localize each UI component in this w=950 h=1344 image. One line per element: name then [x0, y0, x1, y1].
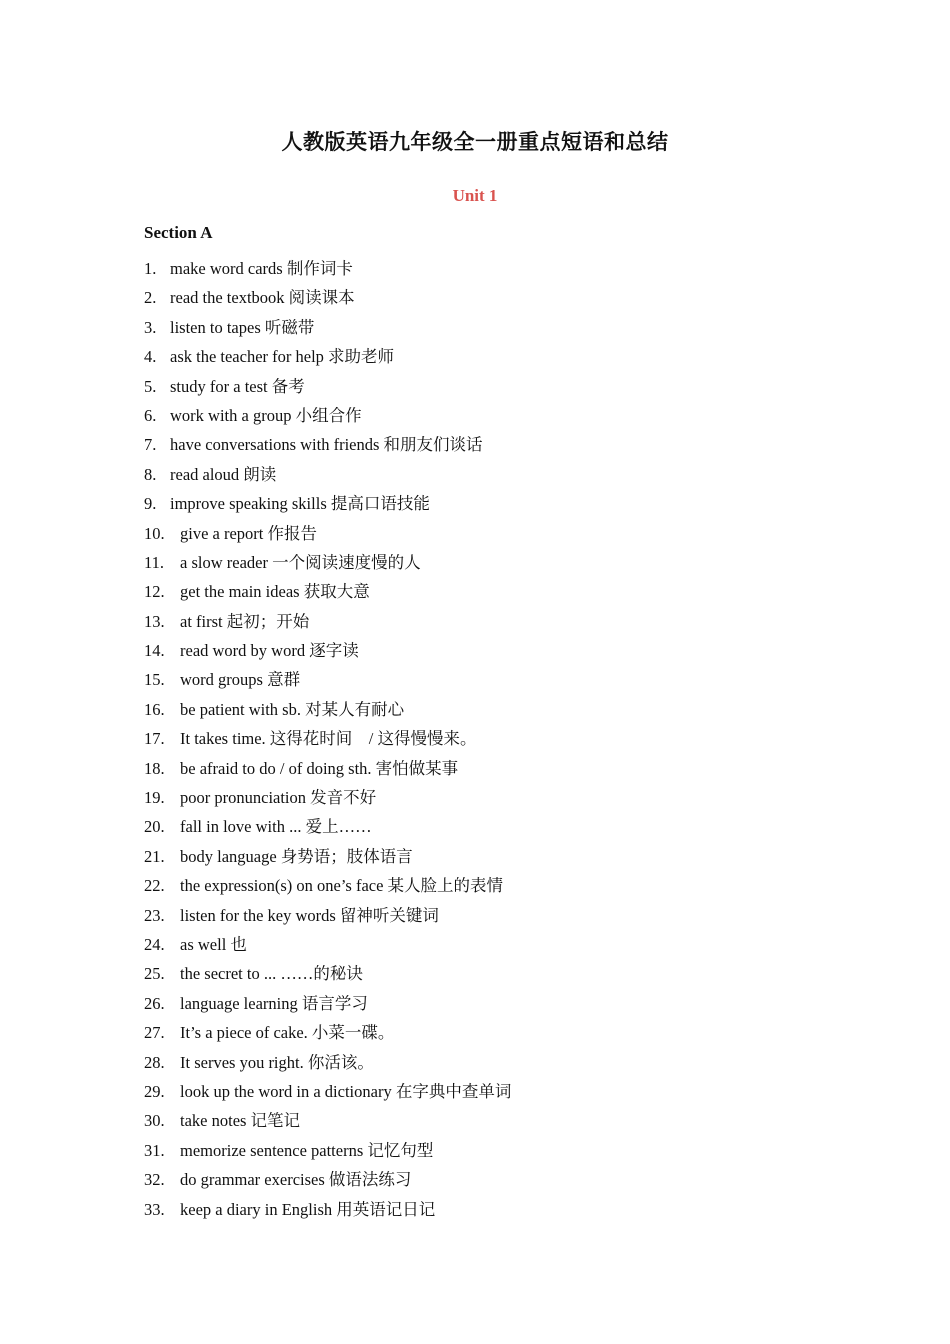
list-item-number: 14. — [144, 641, 165, 661]
list-item — [144, 640, 511, 669]
list-item-number: 5. — [144, 376, 157, 396]
list-item — [144, 1169, 511, 1198]
list-item-number: 11. — [144, 552, 165, 572]
list-item-number: 6. — [144, 405, 157, 425]
list-item-text: keep a diary in English 用英语记日记 — [180, 1199, 436, 1219]
phrase-list — [144, 258, 511, 1228]
list-item-number: 20. — [144, 817, 165, 837]
list-item-text: body language 身势语；肢体语言 — [180, 846, 413, 866]
list-item-number: 10. — [144, 523, 165, 543]
list-item — [144, 523, 511, 552]
list-item — [144, 434, 511, 463]
list-item — [144, 493, 511, 522]
list-item-number: 28. — [144, 1052, 165, 1072]
list-item-number: 19. — [144, 788, 165, 808]
list-item — [144, 669, 511, 698]
list-item — [144, 258, 511, 287]
list-item — [144, 905, 511, 934]
list-item-number: 23. — [144, 905, 165, 925]
list-item-text: memorize sentence patterns 记忆句型 — [180, 1140, 434, 1160]
list-item-text: look up the word in a dictionary 在字典中查单词 — [180, 1081, 512, 1101]
list-item-text: get the main ideas 获取大意 — [180, 582, 370, 602]
list-item-number: 16. — [144, 699, 165, 719]
list-item-text: a slow reader 一个阅读速度慢的人 — [180, 552, 421, 572]
list-item — [144, 787, 511, 816]
list-item — [144, 1110, 511, 1139]
list-item-text: It serves you right. 你活该。 — [180, 1052, 374, 1072]
list-item-number: 30. — [144, 1111, 165, 1131]
list-item — [144, 581, 511, 610]
list-item-text: ask the teacher for help 求助老师 — [170, 347, 395, 367]
list-item-number: 12. — [144, 582, 165, 602]
list-item-number: 3. — [144, 317, 157, 337]
list-item — [144, 963, 511, 992]
list-item — [144, 464, 511, 493]
list-item-text: take notes 记笔记 — [180, 1111, 301, 1131]
document-title: 人教版英语九年级全一册重点短语和总结 — [281, 130, 669, 154]
list-item-number: 15. — [144, 670, 165, 690]
list-item-number: 33. — [144, 1199, 165, 1219]
list-item — [144, 317, 511, 346]
list-item-number: 22. — [144, 876, 165, 896]
list-item-number: 1. — [144, 259, 157, 278]
list-item — [144, 1140, 511, 1169]
list-item-text: language learning 语言学习 — [180, 993, 368, 1013]
list-item-text: be patient with sb. 对某人有耐心 — [180, 699, 405, 719]
list-item — [144, 758, 511, 787]
list-item — [144, 1022, 511, 1051]
list-item-number: 21. — [144, 846, 165, 866]
list-item-text: It takes time. 这得花时间 / 这得慢慢来。 — [180, 729, 477, 749]
list-item-text: fall in love with ... 爱上…… — [180, 817, 372, 837]
list-item-text: study for a test 备考 — [170, 376, 305, 396]
list-item-text: listen for the key words 留神听关键词 — [180, 905, 439, 925]
list-item-number: 4. — [144, 347, 157, 367]
list-item-text: It’s a piece of cake. 小菜一碟。 — [180, 1023, 395, 1043]
list-item-number: 17. — [144, 729, 165, 749]
list-item-text: read the textbook 阅读课本 — [170, 288, 355, 308]
list-item-text: read word by word 逐字读 — [180, 641, 359, 661]
list-item-text: poor pronunciation 发音不好 — [180, 788, 377, 808]
list-item-text: work with a group 小组合作 — [170, 405, 362, 425]
list-item — [144, 405, 511, 434]
list-item — [144, 1199, 511, 1228]
list-item — [144, 728, 511, 757]
list-item-number: 2. — [144, 288, 157, 308]
list-item-text: improve speaking skills 提高口语技能 — [170, 494, 430, 514]
list-item-number: 9. — [144, 494, 157, 514]
unit-heading: Unit 1 — [452, 186, 498, 205]
list-item — [144, 552, 511, 581]
list-item-number: 7. — [144, 435, 157, 455]
list-item-number: 25. — [144, 964, 165, 984]
list-item — [144, 875, 511, 904]
list-item — [144, 934, 511, 963]
section-heading: Section A — [144, 223, 213, 242]
list-item-text: have conversations with friends 和朋友们谈话 — [170, 435, 483, 455]
list-item-number: 26. — [144, 993, 165, 1013]
list-item-text: the expression(s) on one’s face 某人脸上的表情 — [180, 876, 504, 896]
list-item-number: 24. — [144, 934, 165, 954]
list-item-number: 27. — [144, 1023, 165, 1043]
list-item-text: read aloud 朗读 — [170, 464, 277, 484]
list-item-number: 29. — [144, 1081, 165, 1101]
list-item — [144, 376, 511, 405]
list-item-text: do grammar exercises 做语法练习 — [180, 1170, 412, 1190]
list-item-text: at first 起初；开始 — [180, 611, 310, 631]
list-item-text: be afraid to do / of doing sth. 害怕做某事 — [180, 758, 459, 778]
list-item — [144, 699, 511, 728]
list-item — [144, 993, 511, 1022]
list-item-number: 18. — [144, 758, 165, 778]
list-item — [144, 611, 511, 640]
list-item — [144, 346, 511, 375]
list-item-number: 13. — [144, 611, 165, 631]
list-item-number: 8. — [144, 464, 157, 484]
list-item — [144, 1052, 511, 1081]
list-item-text: make word cards 制作词卡 — [170, 259, 353, 278]
list-item-text: word groups 意群 — [180, 670, 301, 690]
list-item-number: 32. — [144, 1170, 165, 1190]
list-item — [144, 846, 511, 875]
list-item-number: 31. — [144, 1140, 165, 1160]
list-item — [144, 816, 511, 845]
list-item — [144, 287, 511, 316]
list-item-text: listen to tapes 听磁带 — [170, 317, 315, 337]
list-item-text: give a report 作报告 — [180, 523, 318, 543]
list-item-text: the secret to ... ……的秘诀 — [180, 964, 363, 984]
list-item — [144, 1081, 511, 1110]
list-item-text: as well 也 — [180, 934, 247, 954]
